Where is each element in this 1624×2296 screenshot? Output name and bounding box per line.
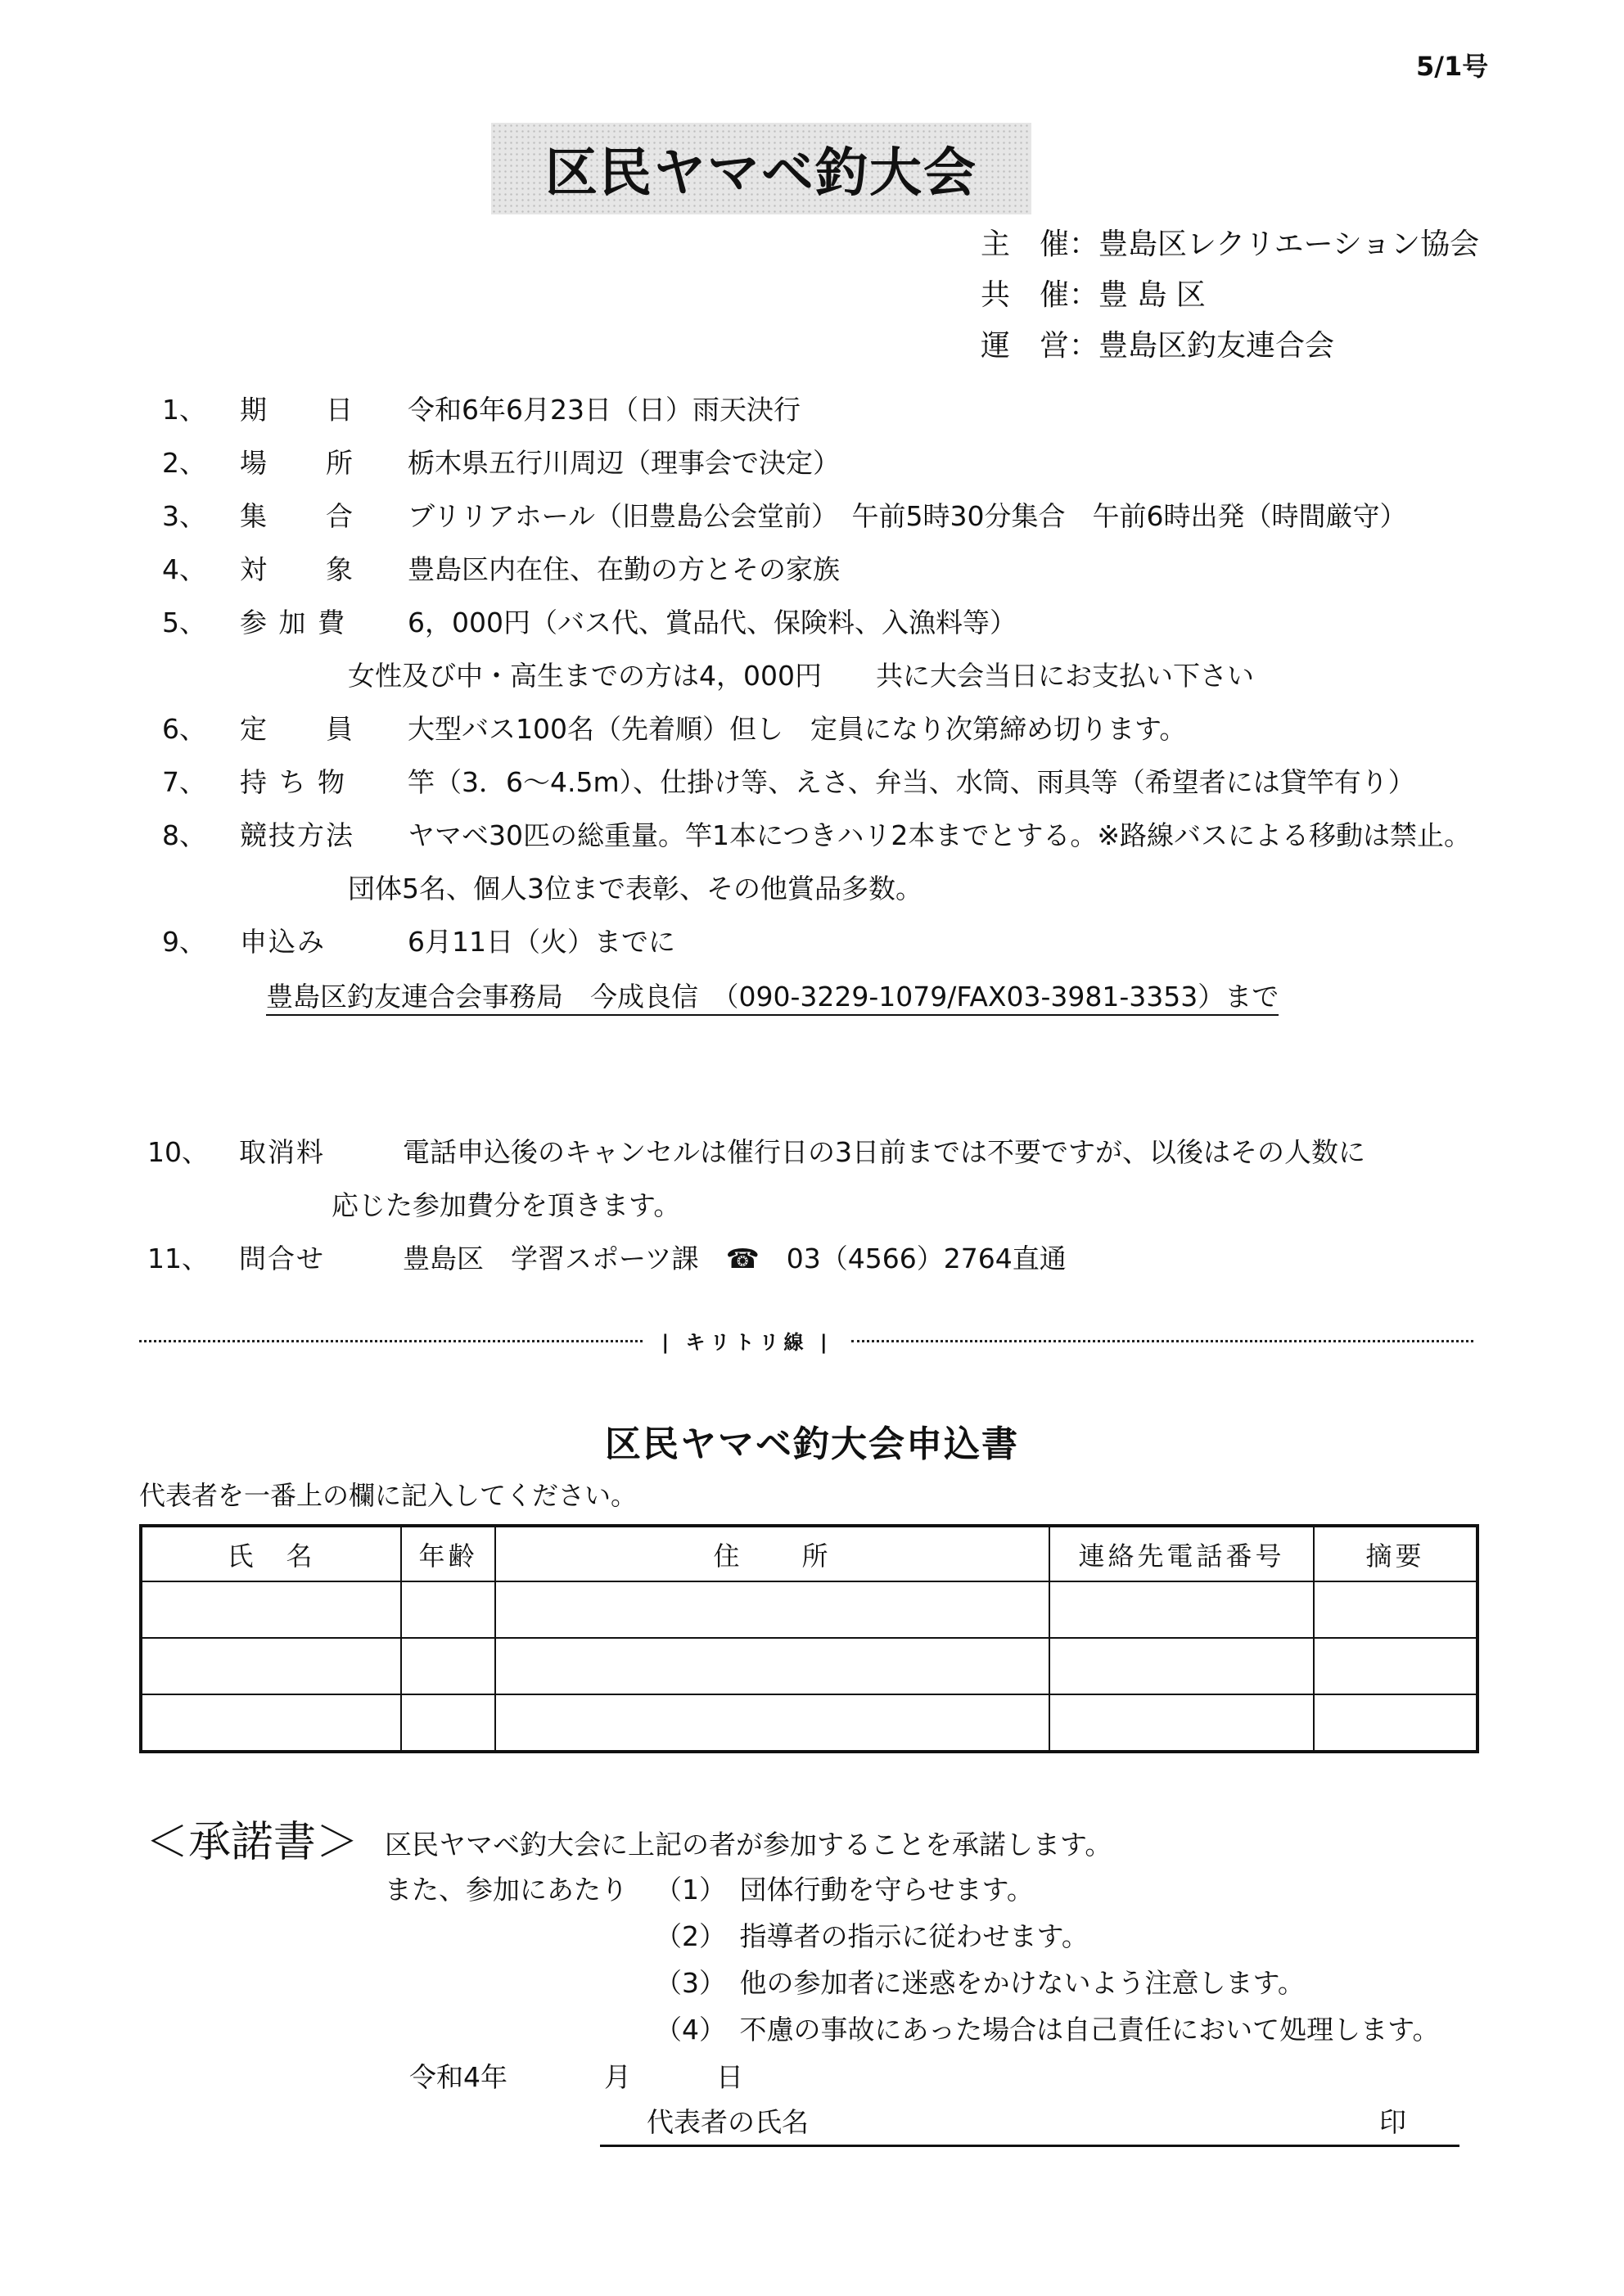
remarks-cell[interactable] [1314,1638,1477,1694]
date-month: 月 [604,2061,631,2093]
remarks-cell[interactable] [1314,1581,1477,1638]
issue-number: 5/1号 [1416,51,1489,82]
item-fee: 5、 参 加 費 6，000円（バス代、賞品代、保険料、入漁料等） [162,607,1017,638]
name-cell[interactable] [141,1694,401,1752]
column-remarks: 摘要 [1314,1526,1477,1581]
item-belongings: 7、 持 ち 物 竿（3．6～4.5m）、仕掛け等、えさ、弁当、水筒、雨具等（希望者には貸竿有り） [162,766,1415,798]
consent-point-2: （2） 指導者の指示に従わせます。 [655,1920,1089,1952]
table-header-row [141,1526,1477,1581]
table-row [141,1581,1477,1638]
column-name: 氏 名 [141,1526,401,1581]
item-inquiry: 11、 問合せ 豊島区 学習スポーツ課 ☎ 03（4566）2764直通 [147,1243,1067,1274]
item-application-contact: 豊島区釣友連合会事務局 今成良信 （090-3229-1079/FAX03-3981-3353）まで [266,976,1279,1014]
column-age: 年齢 [401,1526,495,1581]
consent-heading: ＜承諾書＞ [146,1818,359,1867]
age-cell[interactable] [401,1694,495,1752]
table-row [141,1638,1477,1694]
consent-line2-prefix: また、参加にあたり [385,1874,628,1906]
item-meeting: 3、 集 合 ブリリアホール（旧豊島公会堂前） 午前5時30分集合 午前6時出発（時間厳守） [162,500,1407,532]
consent-point-1: （1） 団体行動を守らせます。 [655,1874,1034,1906]
address-cell[interactable] [495,1581,1049,1638]
consent-point-3: （3） 他の参加者に迷惑をかけないよう注意します。 [655,1967,1305,1999]
consent-line1: 区民ヤマベ釣大会に上記の者が参加することを承諾します。 [385,1829,1112,1861]
item-cancellation-note: 応じた参加費分を頂きます。 [332,1189,681,1221]
remarks-cell[interactable] [1314,1694,1477,1752]
seal-mark: 印 [1379,2106,1406,2138]
address-cell[interactable] [495,1638,1049,1694]
age-cell[interactable] [401,1581,495,1638]
phone-cell[interactable] [1049,1694,1314,1752]
column-address: 住 所 [495,1526,1049,1581]
table-row [141,1694,1477,1752]
date-era: 令和4年 [409,2061,508,2093]
cut-line-left [139,1340,643,1342]
form-note: 代表者を一番上の欄に記入してください。 [139,1480,638,1511]
date-day: 日 [716,2061,743,2093]
cut-line-label: | キリトリ線 | [661,1331,832,1354]
item-place: 2、 場 所 栃木県五行川周辺（理事会で決定） [162,447,840,479]
organizer-operator: 運 営：豊島区釣友連合会 [981,329,1335,363]
address-cell[interactable] [495,1694,1049,1752]
item-rules: 8、 競技方法 ヤマベ30匹の総重量。竿1本につきハリ2本までとする。※路線バスによる移動は禁止。 [162,819,1471,851]
consent-point-4: （4） 不慮の事故にあった場合は自己責任において処理します。 [655,2014,1440,2046]
phone-cell[interactable] [1049,1638,1314,1694]
signature-line[interactable] [600,2145,1459,2147]
column-phone: 連絡先電話番号 [1049,1526,1314,1581]
age-cell[interactable] [401,1638,495,1694]
item-cancellation: 10、 取消料 電話申込後のキャンセルは催行日の3日前までは不要ですが、以後はその人数に [147,1136,1365,1168]
page-title: 区民ヤマベ釣大会 [545,143,977,204]
signature-label: 代表者の氏名 [647,2106,809,2138]
phone-cell[interactable] [1049,1581,1314,1638]
name-cell[interactable] [141,1638,401,1694]
application-table [139,1524,1479,1753]
form-title: 区民ヤマベ釣大会申込書 [605,1423,1019,1465]
cut-line-right [851,1340,1473,1342]
organizer-cohost: 共 催：豊 島 区 [981,278,1206,312]
item-capacity: 6、 定 員 大型バス100名（先着順）但し 定員になり次第締め切ります。 [162,713,1187,745]
item-eligibility: 4、 対 象 豊島区内在住、在勤の方とその家族 [162,553,840,585]
name-cell[interactable] [141,1581,401,1638]
item-rules-note: 団体5名、個人3位まで表彰、その他賞品多数。 [348,873,923,904]
item-fee-note: 女性及び中・高生までの方は4，000円 共に大会当日にお支払い下さい [348,660,1254,692]
item-application: 9、 申込み 6月11日（火）までに [162,926,675,958]
organizer-host: 主 催：豊島区レクリエーション協会 [981,228,1480,261]
item-date: 1、 期 日 令和6年6月23日（日）雨天決行 [162,394,801,426]
